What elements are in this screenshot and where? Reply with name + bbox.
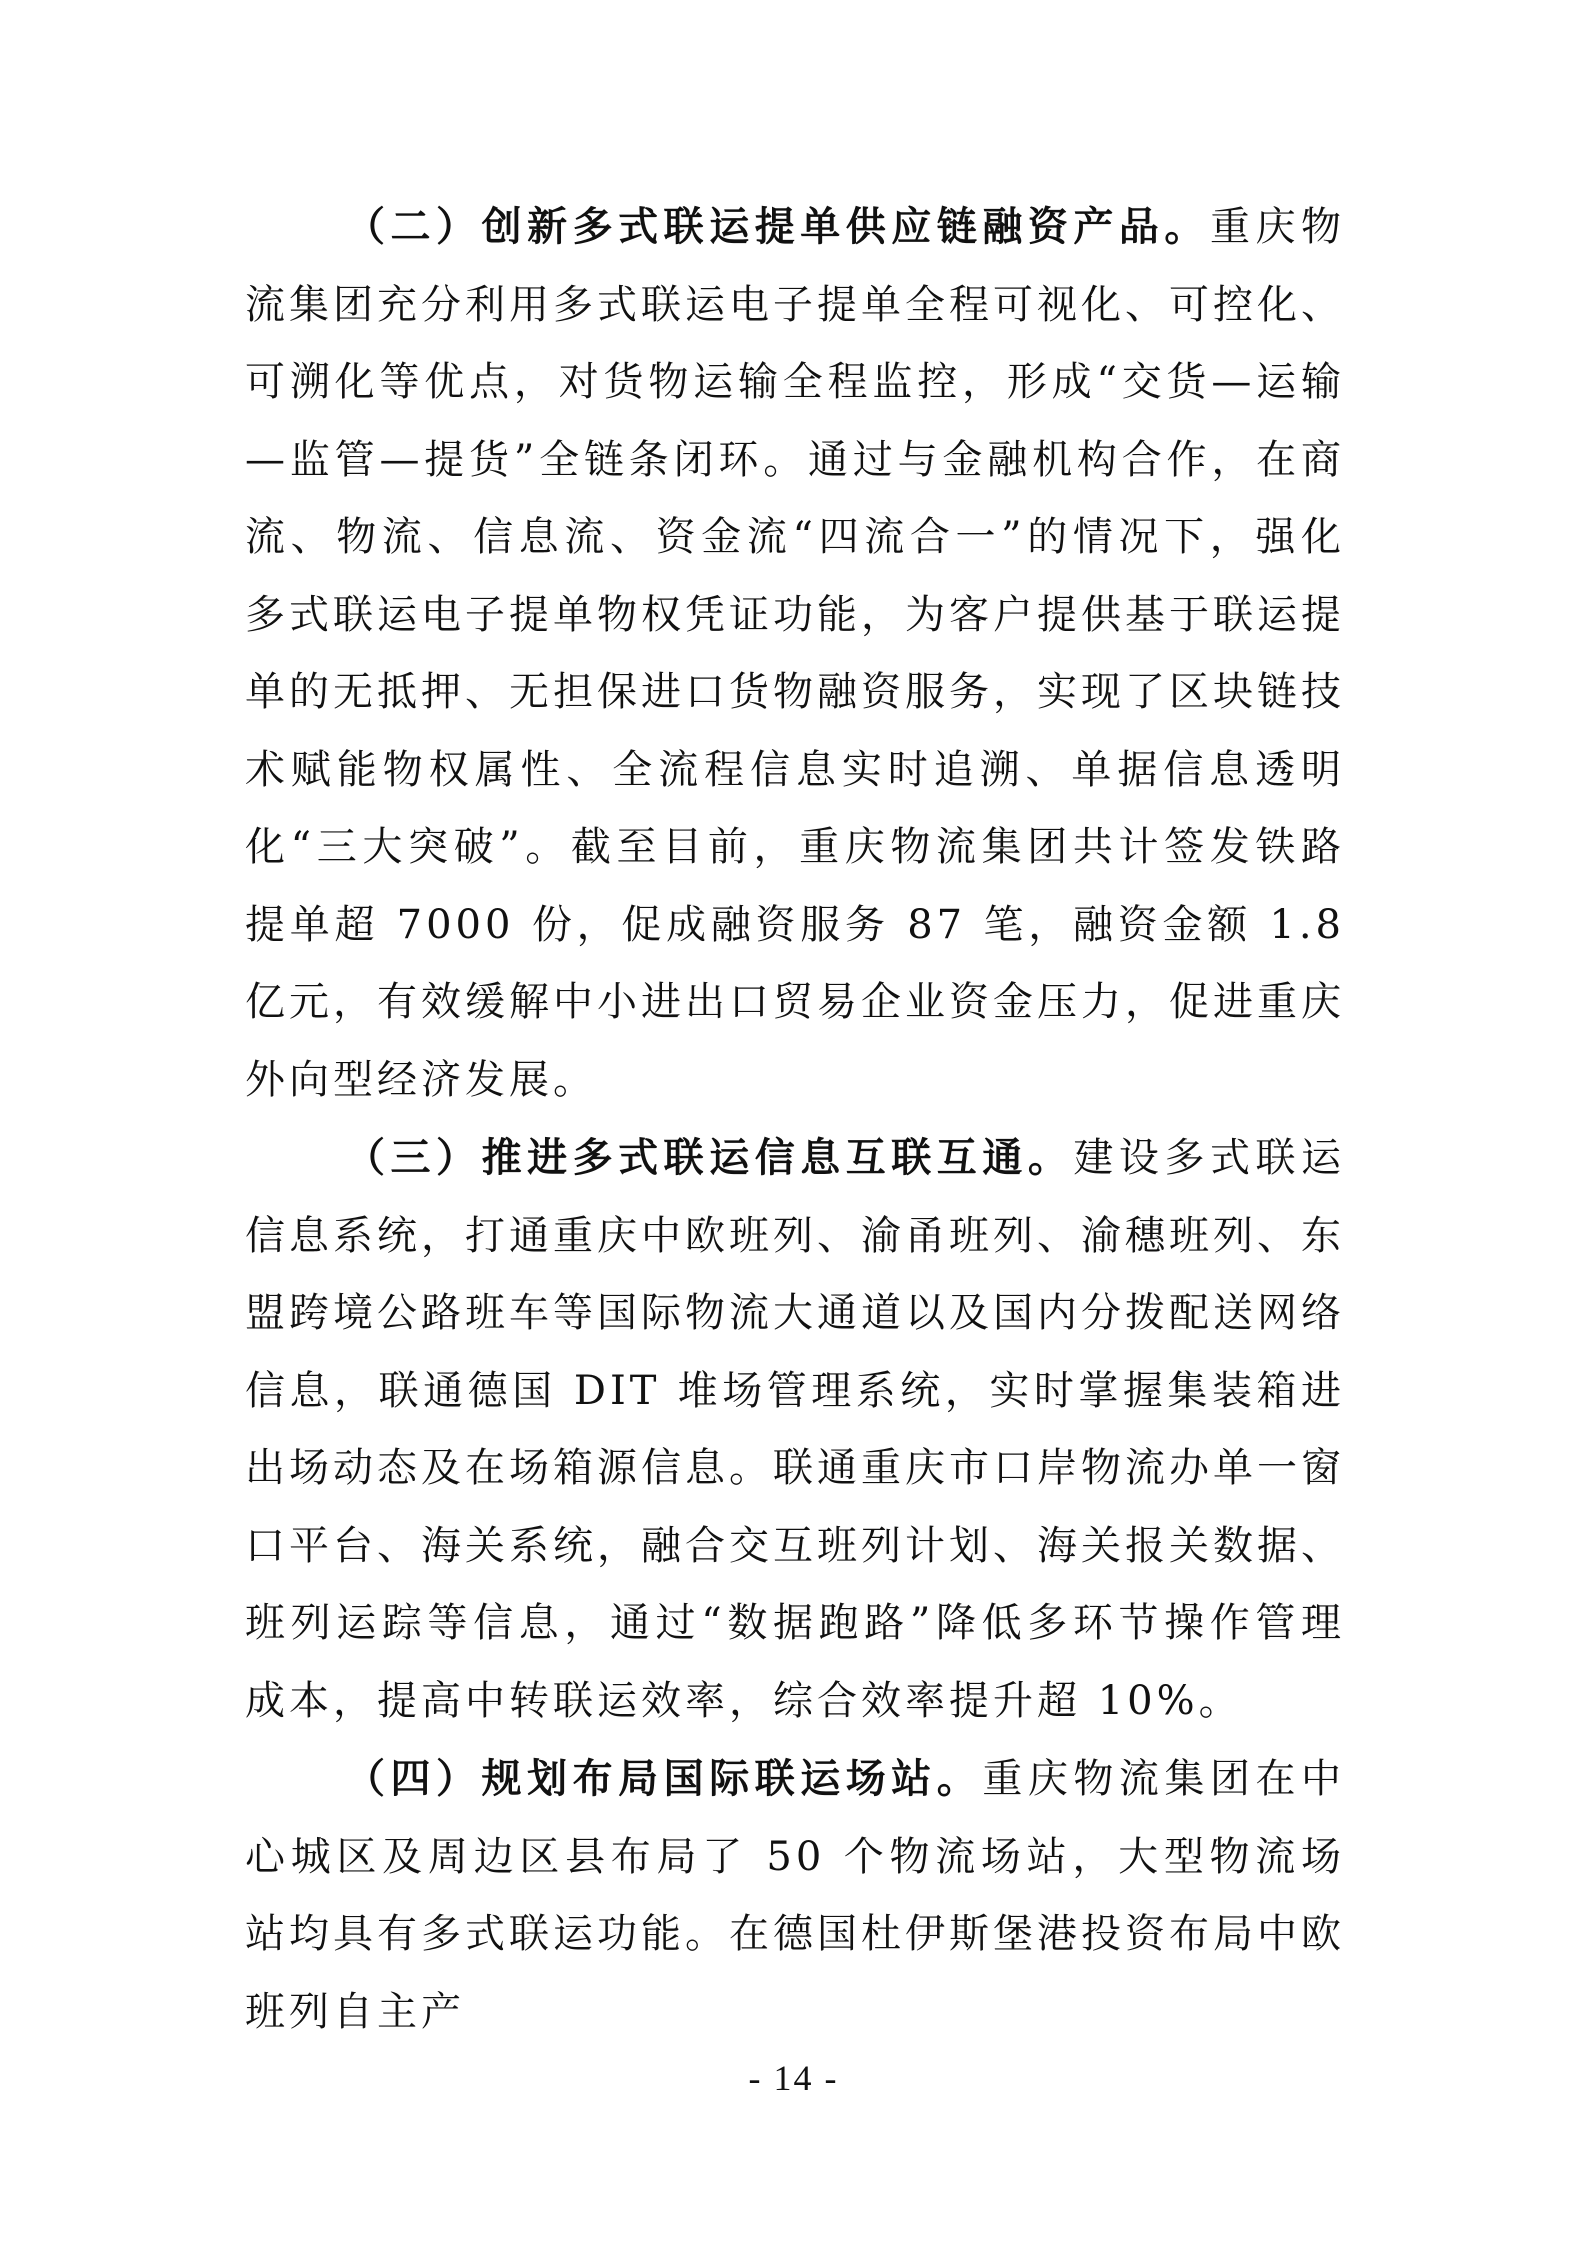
page-number: - 14 - <box>748 2058 839 2098</box>
section-heading-2: （二）创新多式联运提单供应链融资产品。 <box>345 203 1210 250</box>
paragraph-supply-chain-finance <box>245 188 1345 1119</box>
document-body <box>245 188 1345 2051</box>
paragraph-text: 重庆物流集团在中心城区及周边区县布局了 50 个物流场站，大型物流场站均具有多式联运功能。在德国杜伊斯堡港投资布局中欧班列自主产 <box>245 1756 1346 2035</box>
paragraph-text: 重庆物流集团充分利用多式联运电子提单全程可视化、可控化、可溯化等优点，对货物运输全程监控，形成“交货—运输—监管—提货”全链条闭环。通过与金融机构合作，在商流、物流、信息流、资金流“四流合一”的情况下，强化多式联运电子提单物权凭证功能，为客户提供基于联运提单的无抵押、无担保进口货物融资服务，实现了区块链技术赋能物权属性、全流程信息实时追溯、单据信息透明化“三大突破”。截至目前，重庆物流集团共计签发铁路提单超 7000 份，促成融资服务 87 笔，融资金额 1.8 亿元，有效缓解中小进出口贸易企业资金压力，促进重庆外向型经济发展。 <box>245 204 1346 1103</box>
paragraph-text: 建设多式联运信息系统，打通重庆中欧班列、渝甬班列、渝穗班列、东盟跨境公路班车等国际物流大通道以及国内分拨配送网络信息，联通德国 DIT 堆场管理系统，实时掌握集装箱进出场动态及在场箱源信息。联通重庆市口岸物流办单一窗口平台、海关系统，融合交互班列计划、海关报关数据、班列运踪等信息，通过“数据跑路”降低多环节操作管理成本，提高中转联运效率，综合效率提升超 10%。 <box>245 1135 1346 1724</box>
section-heading-4: （四）规划布局国际联运场站。 <box>345 1755 983 1802</box>
section-heading-3: （三）推进多式联运信息互联互通。 <box>345 1134 1074 1181</box>
paragraph-info-interconnect <box>245 1119 1345 1740</box>
paragraph-intl-stations <box>245 1740 1345 2051</box>
